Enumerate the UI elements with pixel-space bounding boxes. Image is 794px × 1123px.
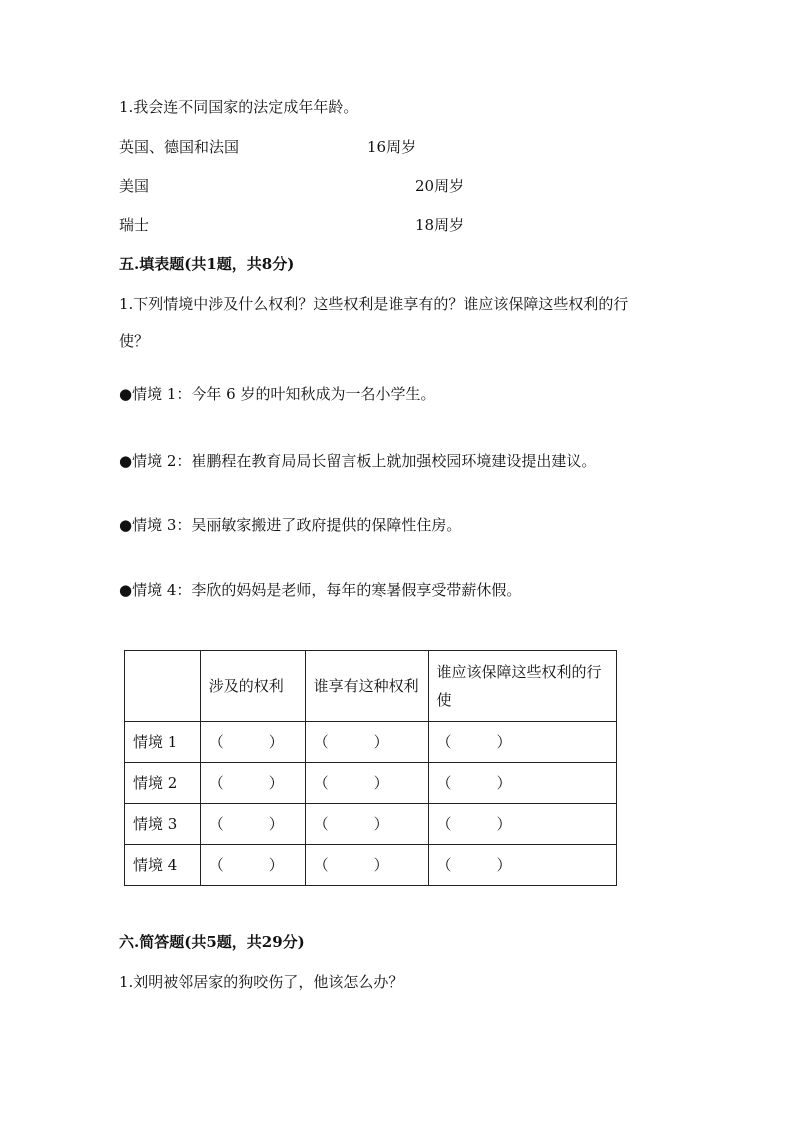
answer-blank[interactable]: （ ） xyxy=(428,722,617,763)
table-header-cell: 谁应该保障这些权利的行使 xyxy=(428,651,617,722)
section6-question: 1.刘明被邻居家的狗咬伤了，他该怎么办？ xyxy=(119,973,404,991)
table-row xyxy=(125,804,617,845)
table-row xyxy=(125,845,617,886)
section6-heading: 六.简答题(共5题，共29分) xyxy=(119,933,305,951)
match-question-prompt: 1.我会连不同国家的法定成年年龄。 xyxy=(119,98,359,116)
answer-blank[interactable]: （ ） xyxy=(428,804,617,845)
scenario-3: ●情境 3：吴丽敏家搬进了政府提供的保障性住房。 xyxy=(119,516,462,534)
table-cell-label: 情境 1 xyxy=(125,722,201,763)
match-left-item-1: 英国、德国和法国 xyxy=(119,138,240,156)
table-cell-label: 情境 2 xyxy=(125,763,201,804)
answer-blank[interactable]: （ ） xyxy=(200,845,305,886)
table-header-cell: 谁享有这种权利 xyxy=(305,651,428,722)
match-left-item-2: 美国 xyxy=(119,177,150,195)
section5-heading: 五.填表题(共1题，共8分) xyxy=(119,255,295,273)
table-cell-label: 情境 4 xyxy=(125,845,201,886)
scenario-4: ●情境 4：李欣的妈妈是老师，每年的寒暑假享受带薪休假。 xyxy=(119,581,522,599)
answer-blank[interactable]: （ ） xyxy=(305,763,428,804)
answer-blank[interactable]: （ ） xyxy=(305,804,428,845)
answer-blank[interactable]: （ ） xyxy=(305,722,428,763)
table-row xyxy=(125,722,617,763)
rights-table xyxy=(124,650,617,886)
match-left-item-3: 瑞士 xyxy=(119,216,150,234)
scenario-1: ●情境 1：今年 6 岁的叶知秋成为一名小学生。 xyxy=(119,385,436,403)
match-right-item-3: 18周岁 xyxy=(415,216,465,234)
answer-blank[interactable]: （ ） xyxy=(200,763,305,804)
answer-blank[interactable]: （ ） xyxy=(428,845,617,886)
match-right-item-1: 16周岁 xyxy=(367,138,417,156)
answer-blank[interactable]: （ ） xyxy=(200,804,305,845)
table-row xyxy=(125,763,617,804)
section5-question-line1: 1.下列情境中涉及什么权利？这些权利是谁享有的？谁应该保障这些权利的行 xyxy=(119,295,629,313)
table-header-cell xyxy=(125,651,201,722)
answer-blank[interactable]: （ ） xyxy=(305,845,428,886)
scenario-2: ●情境 2：崔鹏程在教育局局长留言板上就加强校园环境建设提出建议。 xyxy=(119,452,597,470)
section5-question-line2: 使？ xyxy=(119,332,150,350)
table-header-row xyxy=(125,651,617,722)
table-cell-label: 情境 3 xyxy=(125,804,201,845)
answer-blank[interactable]: （ ） xyxy=(200,722,305,763)
match-right-item-2: 20周岁 xyxy=(415,177,465,195)
answer-blank[interactable]: （ ） xyxy=(428,763,617,804)
table-header-cell: 涉及的权利 xyxy=(200,651,305,722)
